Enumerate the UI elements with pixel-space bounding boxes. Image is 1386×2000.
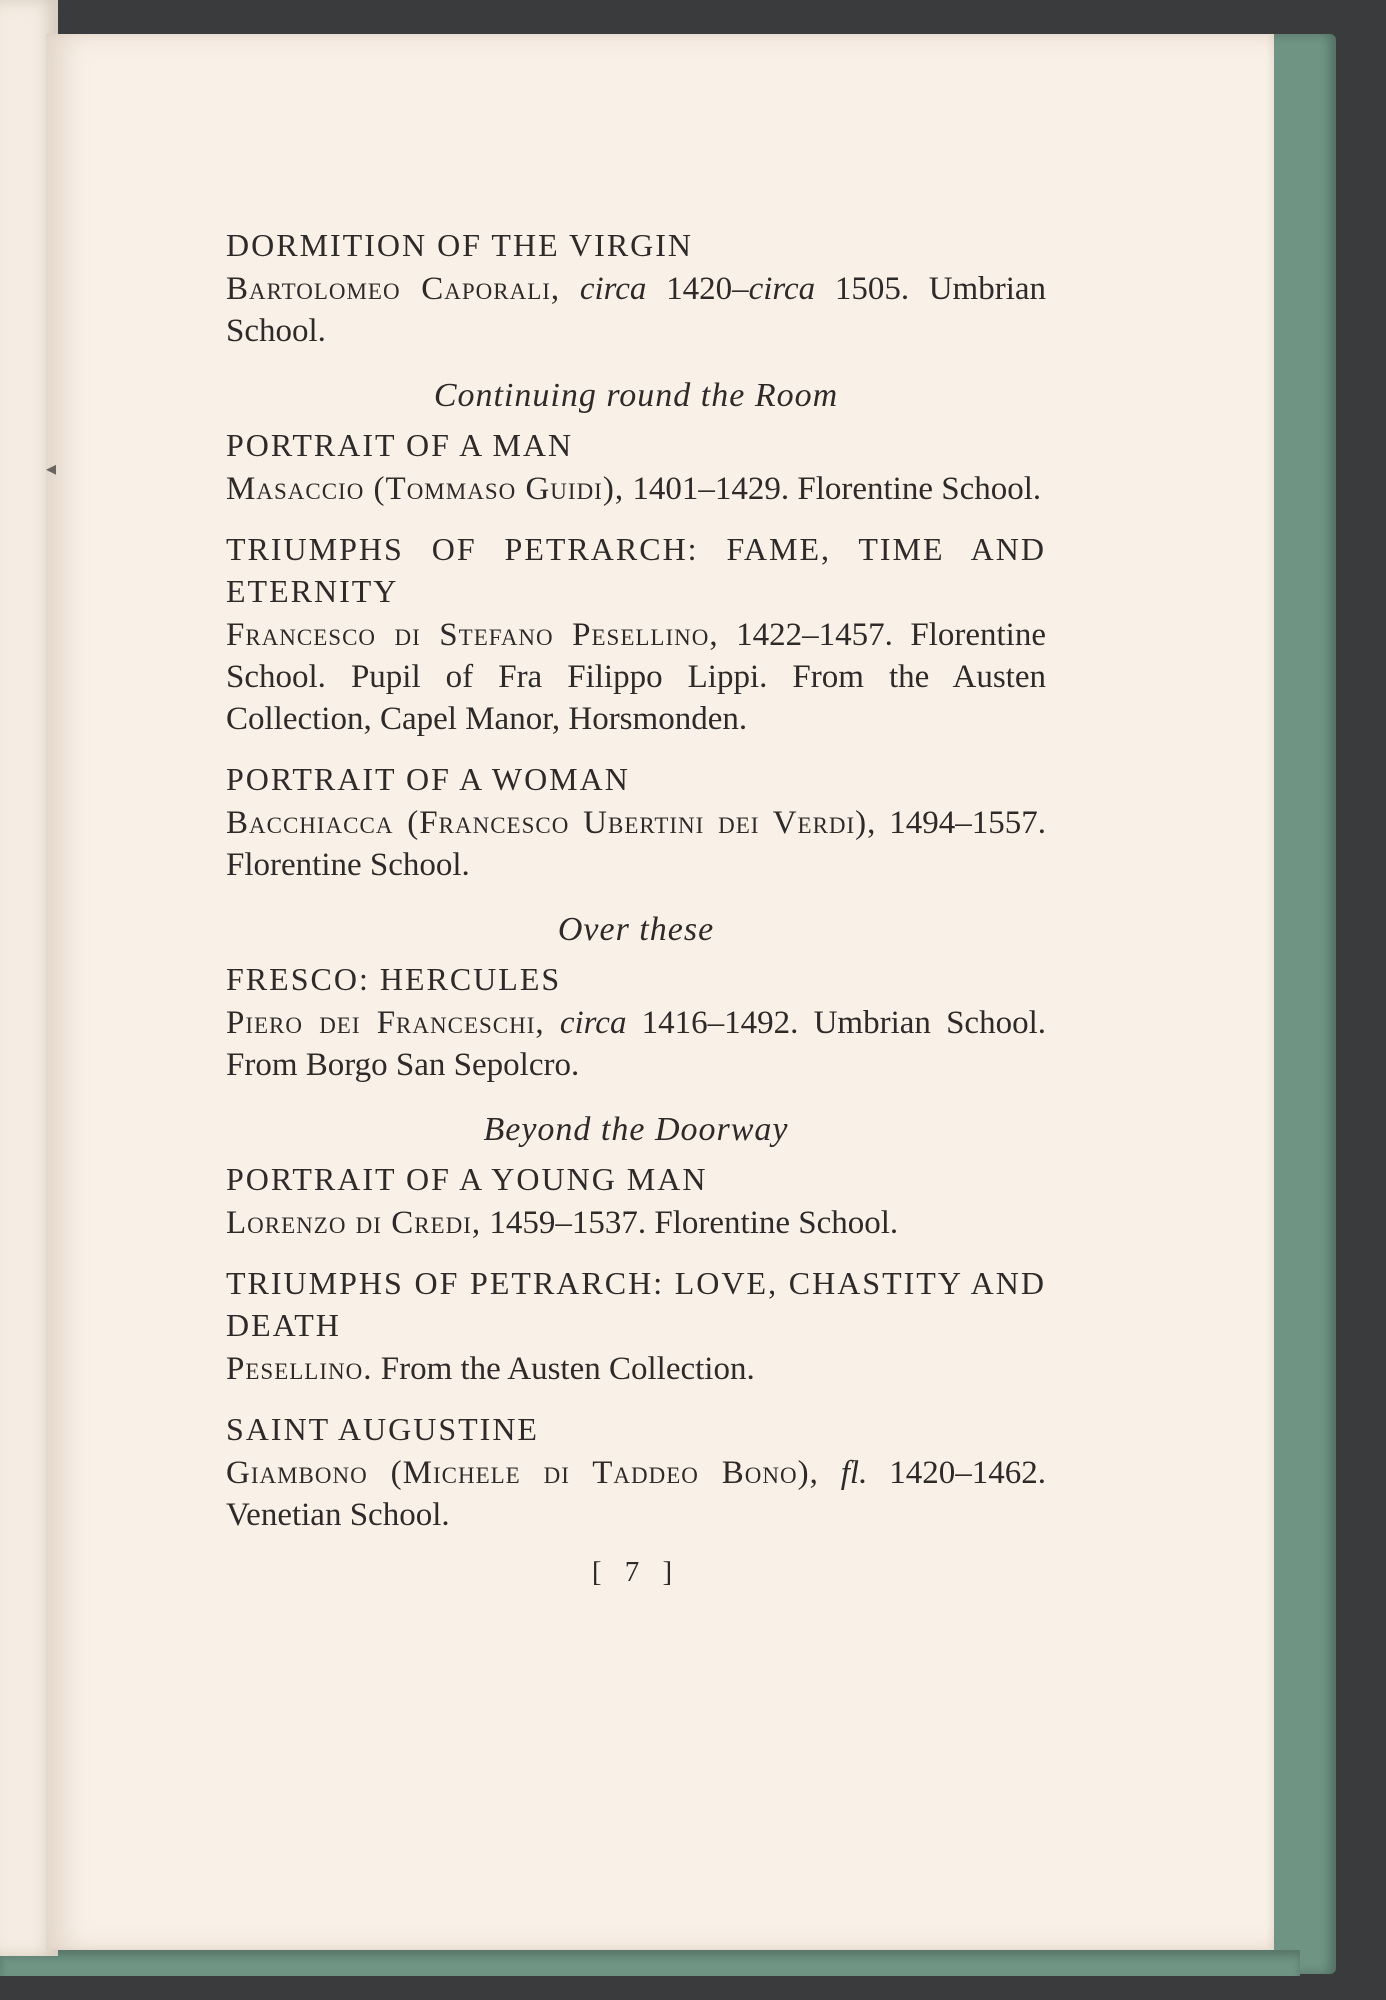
attribution-text: 1420– <box>646 271 749 307</box>
page-number: [ 7 ] <box>591 1556 681 1588</box>
artwork-attribution <box>226 468 1046 510</box>
artwork-title: PORTRAIT OF A WOMAN <box>226 761 630 797</box>
artwork-attribution <box>226 1452 1046 1536</box>
attribution-text <box>819 1455 841 1491</box>
catalogue-entry <box>226 528 1046 740</box>
catalogue-entry <box>226 224 1046 352</box>
artist-name: Pesellino. <box>226 1351 373 1387</box>
artist-name: Masaccio (Tommaso Guidi), <box>226 471 625 507</box>
italic-term: fl. <box>840 1455 868 1491</box>
artist-name: Francesco di Stefano Pesellino, <box>226 617 719 653</box>
attribution-text: 1422–1457. Florentine School. Pupil of Fra Filippo Lippi. From the Austen Collection, Capel Manor, Horsmonden. <box>226 617 1046 737</box>
attribution-text: 1416–1492. Umbrian School. From Borgo San Sepolcro. <box>226 1005 1046 1083</box>
attribution-text: 1420–1462. Venetian School. <box>226 1455 1046 1533</box>
attribution-text <box>560 271 580 307</box>
artwork-title: FRESCO: HERCULES <box>226 961 562 997</box>
italic-term: circa <box>579 271 647 307</box>
gutter-mark: ◂ <box>46 458 57 480</box>
attribution-text: 1505. Umbrian School. <box>226 271 1047 349</box>
attribution-text: 1494–1557. Florentine School. <box>226 805 1046 883</box>
artwork-title: PORTRAIT OF A MAN <box>226 427 574 463</box>
artwork-title: TRIUMPHS OF PETRARCH: FAME, TIME AND ETERNITY <box>226 531 1046 609</box>
artwork-attribution <box>226 1348 1046 1390</box>
artwork-title: SAINT AUGUSTINE <box>226 1411 539 1447</box>
artwork-attribution <box>226 802 1046 886</box>
entry-group-continuing <box>226 424 1046 886</box>
entry-group-beyond-doorway <box>226 1158 1046 1536</box>
attribution-text: 1401–1429. Florentine School. <box>624 471 1042 507</box>
catalogue-entry <box>226 758 1046 886</box>
catalogue-entry <box>226 1158 1046 1244</box>
catalogue-text <box>226 224 1046 1590</box>
attribution-text <box>545 1005 560 1041</box>
entry-group-top <box>226 224 1046 352</box>
artwork-attribution <box>226 268 1046 352</box>
artist-name: Giambono (Michele di Taddeo Bono), <box>226 1455 819 1491</box>
artwork-title: DORMITION OF THE VIRGIN <box>226 227 694 263</box>
artwork-attribution <box>226 1202 1046 1244</box>
catalogue-entry <box>226 1262 1046 1390</box>
catalogue-entry <box>226 958 1046 1086</box>
catalogue-entry <box>226 1408 1046 1536</box>
italic-term: circa <box>559 1005 627 1041</box>
artist-name: Piero dei Franceschi, <box>226 1005 545 1041</box>
attribution-text: 1459–1537. Florentine School. <box>481 1205 899 1241</box>
section-heading-continuing: Continuing round the Room <box>433 377 839 414</box>
artist-name: Bacchiacca (Francesco Ubertini dei Verdi), <box>226 805 877 841</box>
section-heading-over-these: Over these <box>557 911 715 948</box>
attribution-text: From the Austen Collection. <box>372 1351 755 1387</box>
entry-group-over-these <box>226 958 1046 1086</box>
book-cover-bottom-edge <box>0 1950 1300 1976</box>
italic-term: circa <box>748 271 816 307</box>
artwork-attribution <box>226 1002 1046 1086</box>
section-heading-beyond-doorway: Beyond the Doorway <box>483 1111 789 1148</box>
artist-name: Lorenzo di Credi, <box>226 1205 482 1241</box>
artwork-title: PORTRAIT OF A YOUNG MAN <box>226 1161 708 1197</box>
artwork-title: TRIUMPHS OF PETRARCH: LOVE, CHASTITY AND DEATH <box>226 1265 1046 1343</box>
artist-name: Bartolomeo Caporali, <box>226 271 561 307</box>
artwork-attribution <box>226 614 1046 740</box>
catalogue-entry <box>226 424 1046 510</box>
